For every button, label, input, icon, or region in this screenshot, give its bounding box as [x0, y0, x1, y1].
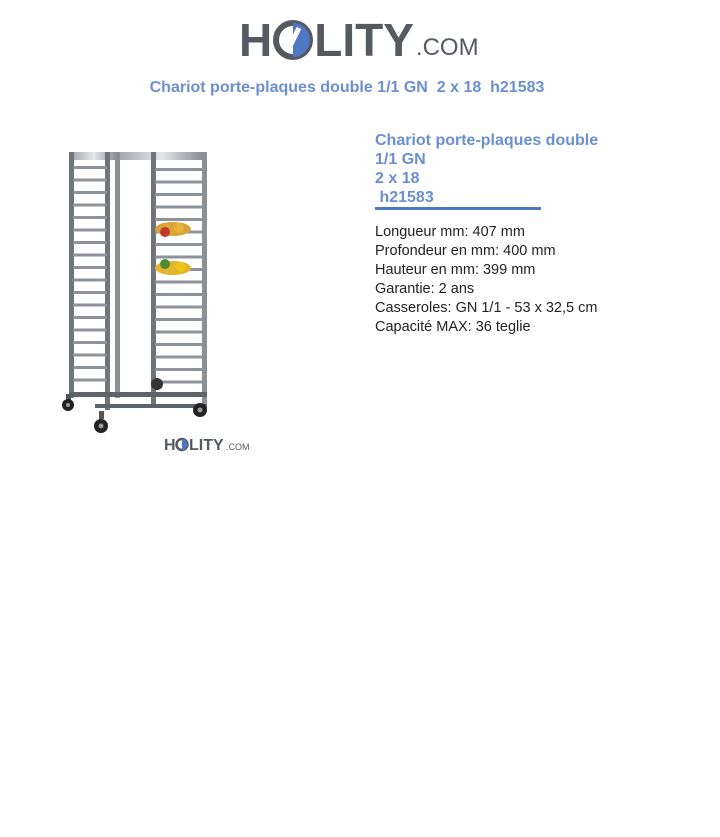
shelf-rail-right — [155, 168, 203, 171]
shelf-rail-left — [73, 179, 107, 182]
logo-letters-right: LITY — [314, 14, 414, 66]
spec-height: Hauteur en mm: 399 mm — [375, 262, 536, 278]
product-heading-line: 1/1 GN — [375, 151, 426, 168]
shelf-rail-left — [73, 354, 107, 357]
product-image — [55, 146, 215, 438]
spec-pans: Casseroles: GN 1/1 - 53 x 32,5 cm — [375, 300, 598, 316]
product-heading-line: 2 x 18 — [375, 170, 420, 187]
shelf-rail-right — [155, 256, 203, 259]
shelf-rail-right — [155, 293, 203, 296]
shelf-rail-right — [155, 356, 203, 359]
shelf-rail-left — [73, 366, 107, 369]
shelf-rail-left — [73, 291, 107, 294]
shelf-rail-left — [73, 229, 107, 232]
shelf-rail-left — [73, 379, 107, 382]
shelf-rail-left — [73, 341, 107, 344]
holity-logo[interactable] — [239, 12, 484, 68]
shelf-rail-left — [73, 166, 107, 169]
shelf-rail-right — [155, 368, 203, 371]
shelf-rail-left — [73, 191, 107, 194]
shelf-rail-left — [73, 304, 107, 307]
logo-suffix: .COM — [415, 34, 479, 61]
spec-depth: Profondeur en mm: 400 mm — [375, 243, 556, 259]
heading-underline — [375, 207, 541, 210]
spec-length: Longueur mm: 407 mm — [375, 224, 525, 240]
product-heading-line: h21583 — [375, 189, 434, 206]
shelf-rail-right — [155, 306, 203, 309]
page-title: Chariot porte-plaques double 1/1 GN 2 x 18 h21583 — [149, 79, 545, 96]
shelf-rail-left — [73, 241, 107, 244]
shelf-rail-right — [155, 331, 203, 334]
watermark-suffix: .COM — [226, 442, 250, 452]
shelf-rail-right — [155, 243, 203, 246]
watermark-letters-left: H — [164, 437, 176, 454]
shelf-rail-right — [155, 206, 203, 209]
watermark-letters-right: LITY — [189, 437, 224, 454]
shelf-rail-right — [155, 193, 203, 196]
image-watermark-logo — [164, 434, 254, 456]
shelf-rail-right — [155, 218, 203, 221]
shelf-rail-right — [155, 343, 203, 346]
shelf-rail-right — [155, 318, 203, 321]
product-heading-line: Chariot porte-plaques double — [375, 132, 599, 149]
shelf-rail-left — [73, 316, 107, 319]
product-specs — [375, 223, 675, 337]
shelf-rail-right — [155, 181, 203, 184]
trolley-shelves — [73, 166, 203, 384]
spec-warranty: Garantie: 2 ans — [375, 281, 475, 297]
spec-capacity: Capacité MAX: 36 teglie — [375, 319, 531, 335]
shelf-rail-left — [73, 254, 107, 257]
shelf-rail-right — [155, 281, 203, 284]
shelf-rail-left — [73, 279, 107, 282]
shelf-rail-left — [73, 204, 107, 207]
shelf-rail-left — [73, 266, 107, 269]
logo-o-icon — [273, 20, 313, 60]
product-heading — [375, 131, 675, 207]
shelf-rail-left — [73, 216, 107, 219]
shelf-rail-left — [73, 329, 107, 332]
product-info — [375, 131, 675, 337]
logo-letters-left: H — [239, 14, 273, 66]
